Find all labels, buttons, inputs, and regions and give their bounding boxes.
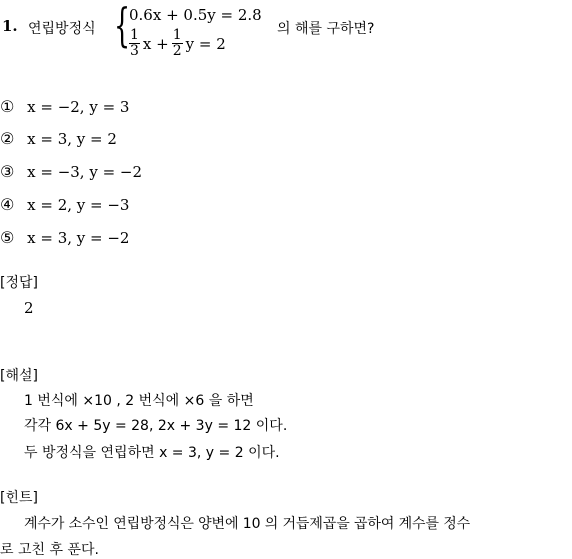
explanation-line-1: 1 번식에 ×10 , 2 번식에 ×6 을 하면 (24, 393, 254, 409)
choice-marker: ④ (0, 195, 15, 214)
choice-3[interactable] (0, 162, 142, 181)
choice-text: x = 3, y = −2 (27, 229, 130, 247)
question-number: 1. (2, 17, 18, 35)
question-prompt: 연립방정식 (28, 21, 96, 37)
hint-line-1: 계수가 소수인 연립방정식은 양변에 10 의 거듭제곱을 곱하여 계수를 정수 (24, 516, 471, 532)
choice-text: x = −3, y = −2 (27, 163, 143, 181)
hint-line-2: 로 고친 후 푼다. (0, 542, 99, 558)
answer-header: [정답] (0, 275, 38, 291)
choice-marker: ⑤ (0, 228, 15, 247)
question-suffix: 의 해를 구하면? (277, 21, 375, 37)
choice-5[interactable] (0, 228, 129, 247)
choice-1[interactable] (0, 97, 129, 116)
choice-text: x = 2, y = −3 (27, 196, 130, 214)
hint-header: [힌트] (0, 490, 38, 506)
equation-2 (129, 28, 226, 59)
equation-2-end: y = 2 (185, 34, 226, 53)
system-brace: { (114, 0, 131, 52)
fraction-one-third: $\frac{1}{3}$ (130, 27, 139, 59)
equation-2-middle: x + (142, 34, 169, 53)
choice-marker: ② (0, 129, 15, 148)
explanation-line-3: 두 방정식을 연립하면 x = 3, y = 2 이다. (24, 445, 280, 461)
choice-2[interactable] (0, 129, 117, 148)
choice-4[interactable] (0, 195, 129, 214)
explanation-header: [해설] (0, 368, 38, 384)
equation-1: 0.6x + 0.5y = 2.8 (129, 6, 262, 24)
answer-value: 2 (24, 299, 34, 317)
choice-marker: ① (0, 97, 15, 116)
choice-marker: ③ (0, 162, 15, 181)
explanation-line-2: 각각 6x + 5y = 28, 2x + 3y = 12 이다. (24, 418, 288, 434)
choice-text: x = −2, y = 3 (27, 98, 130, 116)
fraction-one-half: $\frac{1}{2}$ (172, 27, 182, 59)
choice-text: x = 3, y = 2 (27, 130, 117, 148)
